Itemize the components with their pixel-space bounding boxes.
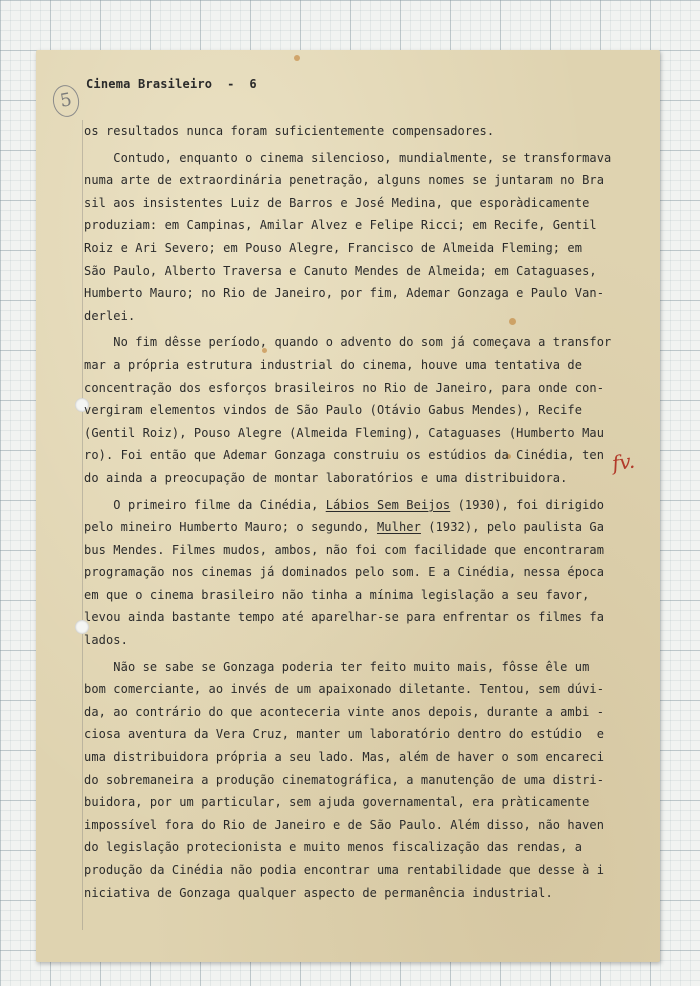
stain	[294, 55, 300, 61]
text-line: mar a própria estrutura industrial do cinema, houve uma tentativa de	[84, 357, 583, 372]
text-line: em que o cinema brasileiro não tinha a mínima legislação a seu favor,	[84, 587, 590, 602]
handwritten-page-number: 5	[50, 83, 81, 119]
text-line: do legislação protecionista e muito menos fiscalização das rendas, a	[84, 840, 583, 855]
margin-fold-line	[82, 120, 83, 930]
text-line: ro). Foi então que Ademar Gonzaga construiu os estúdios da Cinédia, ten	[84, 448, 605, 463]
text-line: sil aos insistentes Luiz de Barros e José Medina, que esporàdicamente	[84, 195, 590, 210]
paragraph	[84, 494, 664, 652]
text-line: Não se sabe se Gonzaga poderia ter feito muito mais, fôsse êle um	[84, 659, 590, 674]
text-line: os resultados nunca foram suficientemente compensadores.	[84, 124, 495, 138]
paragraph	[84, 331, 664, 489]
paragraph	[84, 656, 664, 905]
text-line: bus Mendes. Filmes mudos, ambos, não foi com facilidade que encontraram	[84, 542, 605, 557]
text-line: impossível fora do Rio de Janeiro e de São Paulo. Além disso, não haven	[84, 817, 605, 832]
text-line: levou ainda bastante tempo até aparelhar-se para enfrentar os filmes fa	[84, 610, 605, 625]
text-line: ciosa aventura da Vera Cruz, manter um laboratório dentro do estúdio e	[84, 727, 605, 742]
text-line: bom comerciante, ao invés de um apaixonado diletante. Tentou, sem dúvi-	[84, 682, 605, 697]
text-line: Contudo, enquanto o cinema silencioso, mundialmente, se transformava	[84, 150, 612, 165]
text-line: do sobremaneira a produção cinematográfica, a manutenção de uma distri-	[84, 772, 605, 787]
document-sheet	[36, 50, 660, 962]
page-header: Cinema Brasileiro - 6	[86, 77, 257, 91]
text-line: produção da Cinédia não podia encontrar uma rentabilidade que desse à i	[84, 863, 605, 877]
text-line: uma distribuidora própria a seu lado. Mas, além de haver o som encareci	[84, 750, 605, 765]
text-line: O primeiro filme da Cinédia, Lábios Sem Beijos (1930), foi dirigido	[84, 497, 605, 512]
text-line: buidora, por um particular, sem ajuda governamental, era pràticamente	[84, 795, 590, 810]
text-line: São Paulo, Alberto Traversa e Canuto Mendes de Almeida; em Cataguases,	[84, 263, 597, 278]
text-line: da, ao contrário do que aconteceria vinte anos depois, durante a ambi -	[84, 704, 605, 719]
text-line: produziam: em Campinas, Amilar Alvez e Felipe Ricci; em Recife, Gentil	[84, 218, 597, 233]
film-title: Lábios Sem Beijos	[325, 497, 451, 512]
film-title: Mulher	[376, 520, 421, 535]
text-line: do ainda a preocupação de montar laboratórios e uma distribuidora.	[84, 470, 568, 485]
text-line: (Gentil Roiz), Pouso Alegre (Almeida Fleming), Cataguases (Humberto Mau	[84, 425, 605, 440]
document-body	[84, 120, 664, 908]
text-line: No fim dêsse período, quando o advento do som já começava a transfor	[84, 335, 612, 350]
text-line: numa arte de extraordinária penetração, alguns nomes se juntaram no Bra	[84, 173, 605, 188]
text-line: concentração dos esforços brasileiros no Rio de Janeiro, para onde con-	[84, 380, 605, 395]
paragraph	[84, 120, 664, 143]
text-line: niciativa de Gonzaga qualquer aspecto de permanência industrial.	[84, 885, 553, 900]
text-line: programação nos cinemas já dominados pelo som. E a Cinédia, nessa época	[84, 565, 605, 580]
paragraph	[84, 147, 664, 328]
text-line: Humberto Mauro; no Rio de Janeiro, por fim, Ademar Gonzaga e Paulo Van-	[84, 286, 605, 301]
text-line: derlei.	[84, 308, 136, 323]
text-line: Roiz e Ari Severo; em Pouso Alegre, Francisco de Almeida Fleming; em	[84, 240, 583, 255]
handwritten-margin-note: fv.	[610, 448, 637, 476]
text-line: pelo mineiro Humberto Mauro; o segundo, Mulher (1932), pelo paulista Ga	[84, 520, 605, 535]
text-line: lados.	[84, 633, 128, 648]
text-line: vergiram elementos vindos de São Paulo (Otávio Gabus Mendes), Recife	[84, 403, 583, 418]
